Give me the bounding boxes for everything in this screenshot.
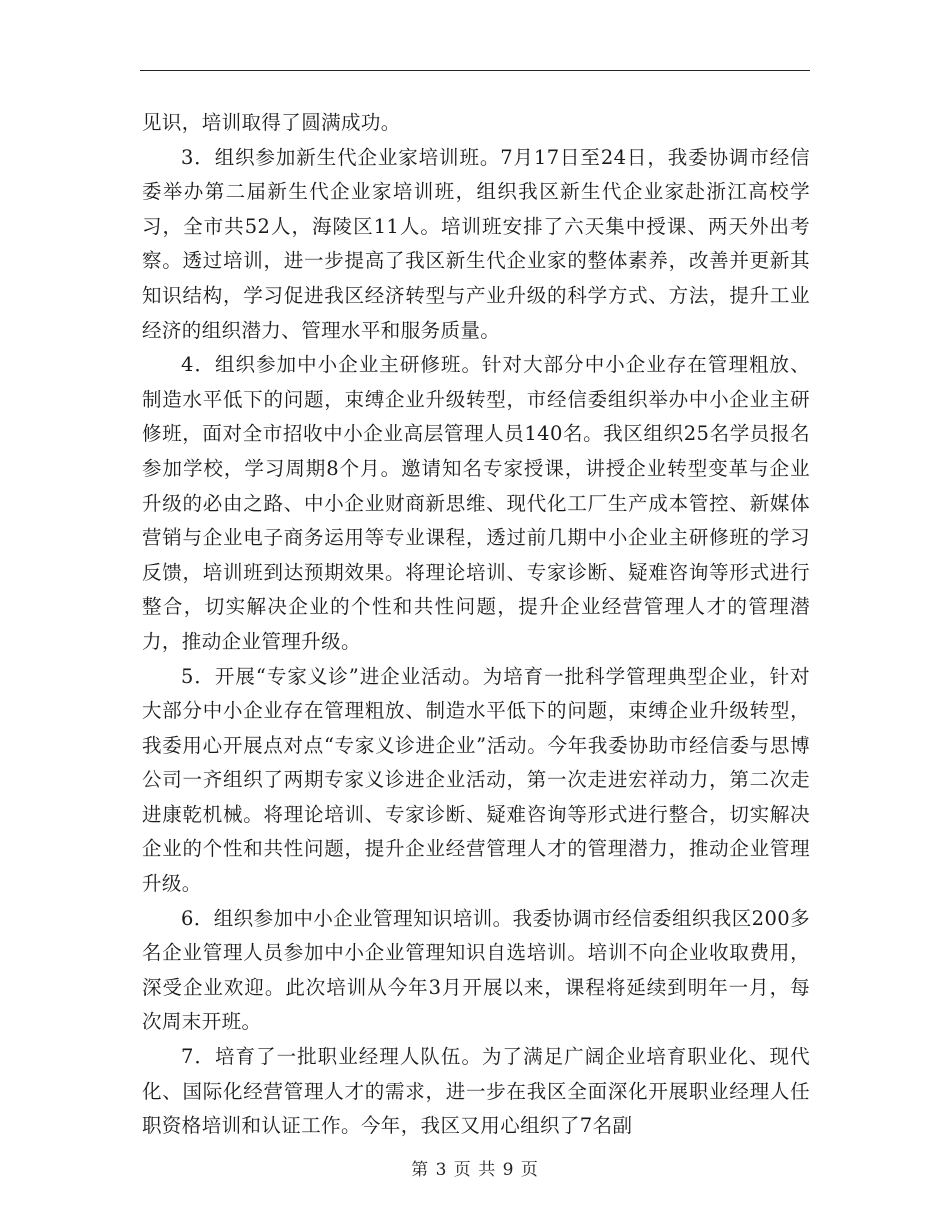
header-rule [140,70,810,71]
paragraph-item-6: 6．组织参加中小企业管理知识培训。我委协调市经信委组织我区200多名企业管理人员参加中小企业管理知识自选培训。培训不向企业收取费用，深受企业欢迎。此次培训从今年3月开展以来，课程将延续到明年一月，每次周末开班。 [142,906,810,1034]
paragraph-item-5: 5．开展“专家义诊”进企业活动。为培育一批科学管理典型企业，针对大部分中小企业存在管理粗放、制造水平低下的问题，束缚企业升级转型，我委用心开展点对点“专家义诊进企业”活动。今年我委协助市经信委与思博公司一齐组织了两期专家义诊进企业活动，第一次走进宏祥动力，第二次走进康乾机械。将理论培训、专家诊断、疑难咨询等形式进行整合，切实解决企业的个性和共性问题，提升企业经营管理人才的管理潜力，推动企业管理升级。 [142,664,810,896]
paragraph-item-7: 7．培育了一批职业经理人队伍。为了满足广阔企业培育职业化、现代化、国际化经营管理人才的需求，进一步在我区全面深化开展职业经理人任职资格培训和认证工作。今年，我区又用心组织了7名副 [142,1045,810,1138]
paragraph-item-3: 3．组织参加新生代企业家培训班。7月17日至24日，我委协调市经信委举办第二届新生代企业家培训班，组织我区新生代企业家赴浙江高校学习，全市共52人，海陵区11人。培训班安排了六天集中授课、两天外出考察。透过培训，进一步提高了我区新生代企业家的整体素养，改善并更新其知识结构，学习促进我区经济转型与产业升级的科学方式、方法，提升工业经济的组织潜力、管理水平和服务质量。 [142,145,810,342]
paragraph-item-4: 4．组织参加中小企业主研修班。针对大部分中小企业存在管理粗放、制造水平低下的问题，束缚企业升级转型，市经信委组织举办中小企业主研修班，面对全市招收中小企业高层管理人员140名。我区组织25名学员报名参加学校，学习周期8个月。邀请知名专家授课，讲授企业转型变革与企业升级的必由之路、中小企业财商新思维、现代化工厂生产成本管控、新媒体营销与企业电子商务运用等专业课程，透过前几期中小企业主研修班的学习反馈，培训班到达预期效果。将理论培训、专家诊断、疑难咨询等形式进行整合，切实解决企业的个性和共性问题，提升企业经营管理人才的管理潜力，推动企业管理升级。 [142,353,810,653]
body-text [142,106,810,1144]
page-number-footer: 第 3 页 共 9 页 [411,1160,539,1180]
paragraph-continuation: 见识，培训取得了圆满成功。 [142,111,401,134]
